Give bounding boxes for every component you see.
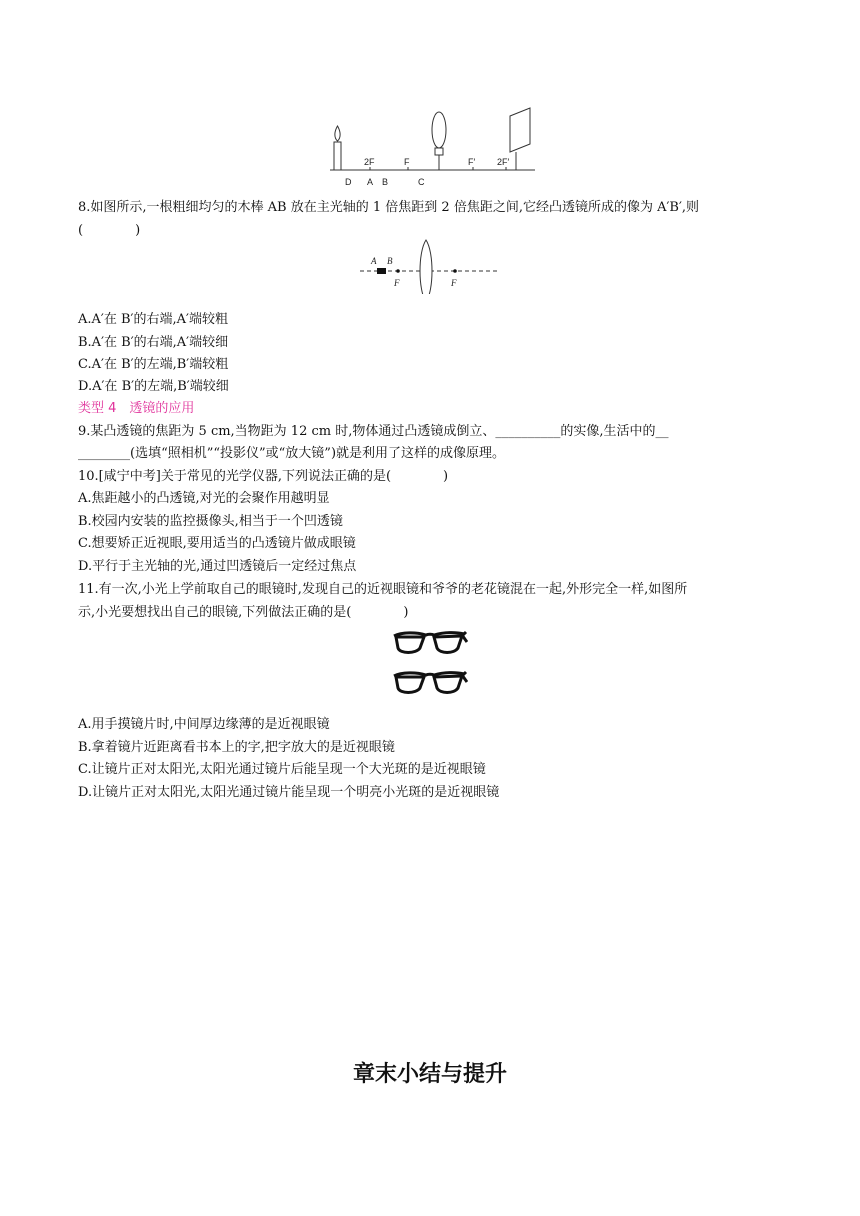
candle-icon bbox=[334, 126, 341, 170]
q8-option-a[interactable]: A.A′在 B′的右端,A′端较粗 bbox=[78, 312, 228, 327]
q11-option-a[interactable]: A.用手摸镜片时,中间厚边缘薄的是近视眼镜 bbox=[78, 717, 330, 732]
mark-f-prime: F′ bbox=[468, 157, 476, 167]
q11-option-b[interactable]: B.拿着镜片近距离看书本上的字,把字放大的是近视眼镜 bbox=[78, 740, 395, 755]
q8-stem-line1: 8.如图所示,一根粗细均匀的木棒 AB 放在主光轴的 1 倍焦距到 2 倍焦距之间,它经凸透镜所成的像为 A′B′,则 bbox=[78, 200, 700, 215]
mark-2f-prime: 2F′ bbox=[497, 157, 510, 167]
q8-stem-line2: ( ) bbox=[78, 223, 141, 238]
q10-option-d[interactable]: D.平行于主光轴的光,通过凹透镜后一定经过焦点 bbox=[78, 559, 357, 574]
label-focus-right: F bbox=[451, 278, 457, 288]
convex-lens-icon bbox=[420, 240, 432, 294]
screen-icon bbox=[510, 108, 530, 170]
q11-option-d[interactable]: D.让镜片正对太阳光,太阳光通过镜片能呈现一个明亮小光斑的是近视眼镜 bbox=[78, 785, 500, 800]
mark-f: F bbox=[404, 157, 410, 167]
label-a: A bbox=[367, 177, 374, 187]
q8-option-d[interactable]: D.A′在 B′的左端,B′端较细 bbox=[78, 379, 229, 394]
lens-icon bbox=[432, 112, 446, 170]
q10-stem: 10.[咸宁中考]关于常见的光学仪器,下列说法正确的是( ) bbox=[78, 469, 449, 484]
label-b: B bbox=[382, 177, 389, 187]
optical-bench-figure bbox=[325, 104, 545, 190]
chapter-summary-title: 章末小结与提升 bbox=[352, 1062, 507, 1087]
glasses-icon bbox=[392, 668, 468, 702]
label-rod-a: A bbox=[371, 256, 377, 266]
label-rod-b: B bbox=[387, 256, 393, 266]
rod-lens-figure bbox=[360, 238, 500, 294]
q8-option-c[interactable]: C.A′在 B′的左端,B′端较粗 bbox=[78, 357, 229, 372]
q8-option-b[interactable]: B.A′在 B′的右端,A′端较细 bbox=[78, 335, 229, 350]
q11-option-c[interactable]: C.让镜片正对太阳光,太阳光通过镜片后能呈现一个大光斑的是近视眼镜 bbox=[78, 762, 486, 777]
glasses-icon bbox=[392, 628, 468, 662]
q11-stem-line2: 示,小光要想找出自己的眼镜,下列做法正确的是( ) bbox=[78, 605, 409, 620]
section-heading: 类型 4 透镜的应用 bbox=[78, 401, 195, 416]
label-focus-left: F bbox=[394, 278, 400, 288]
q11-stem-line1: 11.有一次,小光上学前取自己的眼镜时,发现自己的近视眼镜和爷爷的老花镜混在一起,外形完全一样,如图所 bbox=[78, 582, 688, 597]
q10-option-a[interactable]: A.焦距越小的凸透镜,对光的会聚作用越明显 bbox=[78, 491, 330, 506]
q9-stem-line1: 9.某凸透镜的焦距为 5 cm,当物距为 12 cm 时,物体通过凸透镜成倒立、__________的实像,生活中的__ bbox=[78, 424, 669, 439]
label-c: C bbox=[418, 177, 425, 187]
q10-option-c[interactable]: C.想要矫正近视眼,要用适当的凸透镜片做成眼镜 bbox=[78, 536, 356, 551]
mark-2f: 2F bbox=[364, 157, 375, 167]
rod-ab bbox=[377, 268, 386, 274]
q9-stem-line2: ________(选填“照相机”“投影仪”或“放大镜”)就是利用了这样的成像原理。 bbox=[78, 446, 506, 461]
label-d: D bbox=[345, 177, 352, 187]
q10-option-b[interactable]: B.校园内安装的监控摄像头,相当于一个凹透镜 bbox=[78, 514, 343, 529]
